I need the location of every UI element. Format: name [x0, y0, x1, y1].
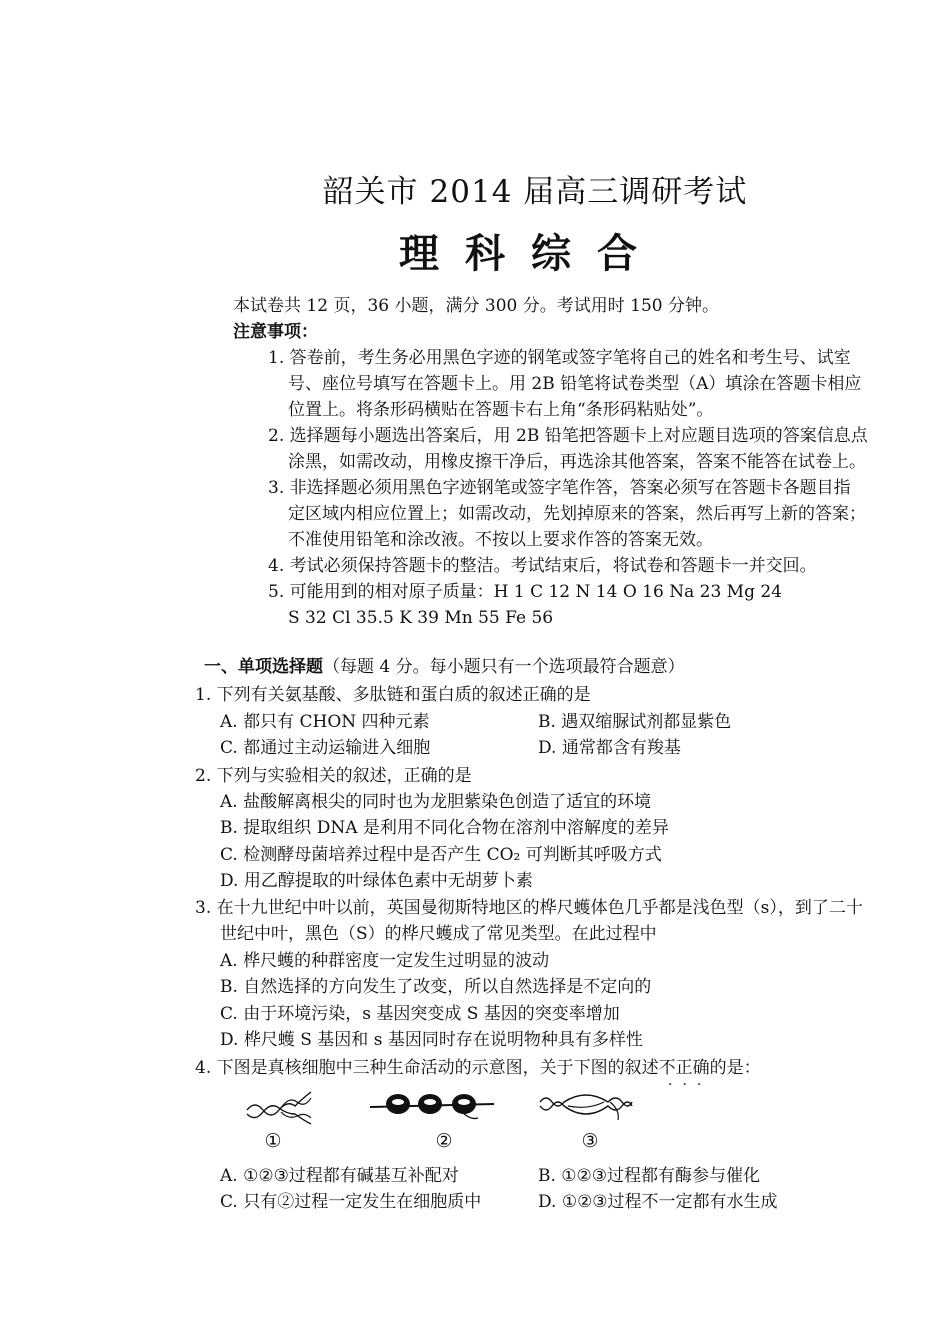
question-1-option-c: C. 都通过主动运输进入细胞 [220, 738, 431, 758]
figure-1-label: ① [264, 1130, 282, 1152]
question-3-stem-line-2: 世纪中叶，黑色（S）的桦尺蠖成了常见类型。在此过程中 [220, 924, 657, 944]
question-3-stem-line-1: 3. 在十九世纪中叶以前，英国曼彻斯特地区的桦尺蠖体色几乎都是浅色型（s），到了二十 [195, 898, 863, 918]
question-2-option-b: B. 提取组织 DNA 是利用不同化合物在溶剂中溶解度的差异 [220, 818, 669, 838]
question-3-option-a: A. 桦尺蠖的种群密度一定发生过明显的波动 [220, 951, 550, 971]
note-1-line-3: 位置上。将条形码横贴在答题卡右上角“条形码粘贴处”。 [288, 400, 714, 420]
question-1-option-b: B. 遇双缩脲试剂都显紫色 [538, 712, 732, 732]
emphasis-dots: ··· [668, 1077, 712, 1093]
note-3-line-3: 不准使用铅笔和涂改液。不按以上要求作答的答案无效。 [288, 530, 713, 550]
question-2-option-c: C. 检测酵母菌培养过程中是否产生 CO₂ 可判断其呼吸方式 [220, 845, 662, 865]
question-2-option-a: A. 盐酸解离根尖的同时也为龙胆紫染色创造了适宜的环境 [220, 792, 652, 812]
note-3-line-1: 3. 非选择题必须用黑色字迹钢笔或签字笔作答，答案必须写在答题卡各题目指 [268, 478, 851, 498]
question-3-option-d: D. 桦尺蠖 S 基因和 s 基因同时存在说明物种具有多样性 [220, 1030, 643, 1050]
note-2-line-1: 2. 选择题每小题选出答案后，用 2B 铅笔把答题卡上对应题目选项的答案信息点 [268, 426, 868, 446]
question-4-stem: 4. 下图是真核细胞中三种生命活动的示意图，关于下图的叙述不正确的是： [195, 1058, 761, 1078]
note-1-line-1: 1. 答卷前，考生务必用黑色字迹的钢笔或签字笔将自己的姓名和考生号、试室 [268, 348, 851, 368]
figure-3-label: ③ [581, 1130, 599, 1152]
question-4-option-b: B. ①②③过程都有酶参与催化 [538, 1166, 761, 1186]
note-2-line-2: 涂黑，如需改动，用橡皮擦干净后，再选涂其他答案，答案不能答在试卷上。 [288, 452, 866, 472]
section-title: 一、单项选择题 [204, 657, 323, 677]
note-5-line-2: S 32 Cl 35.5 K 39 Mn 55 Fe 56 [288, 608, 554, 628]
exam-title: 韶关市 2014 届高三调研考试 [322, 174, 748, 210]
question-4-option-d: D. ①②③过程不一定都有水生成 [538, 1192, 778, 1212]
exam-subtitle: 理科综合 [399, 230, 663, 277]
note-4-line-1: 4. 考试必须保持答题卡的整洁。考试结束后，将试卷和答题卡一并交回。 [268, 556, 817, 576]
figure-1-diagram [245, 1088, 315, 1128]
section-heading [204, 657, 685, 677]
figure-2-label: ② [435, 1130, 453, 1152]
notes-heading: 注意事项： [233, 322, 318, 342]
exam-intro: 本试卷共 12 页，36 小题，满分 300 分。考试用时 150 分钟。 [233, 296, 719, 316]
question-4-option-c: C. 只有②过程一定发生在细胞质中 [220, 1192, 482, 1212]
question-2-option-d: D. 用乙醇提取的叶绿体色素中无胡萝卜素 [220, 871, 533, 891]
figure-3-diagram [538, 1088, 634, 1124]
note-3-line-2: 定区域内相应位置上；如需改动，先划掉原来的答案，然后再写上新的答案； [288, 504, 866, 524]
question-1-stem: 1. 下列有关氨基酸、多肽链和蛋白质的叙述正确的是 [195, 685, 591, 705]
section-desc: （每题 4 分。每小题只有一个选项最符合题意） [323, 657, 685, 677]
figure-2-diagram [368, 1088, 496, 1124]
note-1-line-2: 号、座位号填写在答题卡上。用 2B 铅笔将试卷类型（A）填涂在答题卡相应 [288, 374, 862, 394]
question-3-option-c: C. 由于环境污染，s 基因突变成 S 基因的突变率增加 [220, 1004, 620, 1024]
question-1-option-a: A. 都只有 CHON 四种元素 [220, 712, 430, 732]
question-4-option-a: A. ①②③过程都有碱基互补配对 [220, 1166, 459, 1186]
question-3-option-b: B. 自然选择的方向发生了改变，所以自然选择是不定向的 [220, 977, 652, 997]
note-5-line-1: 5. 可能用到的相对原子质量：H 1 C 12 N 14 O 16 Na 23 Mg 24 [268, 582, 782, 602]
question-2-stem: 2. 下列与实验相关的叙述，正确的是 [195, 766, 472, 786]
question-1-option-d: D. 通常都含有羧基 [538, 738, 681, 758]
